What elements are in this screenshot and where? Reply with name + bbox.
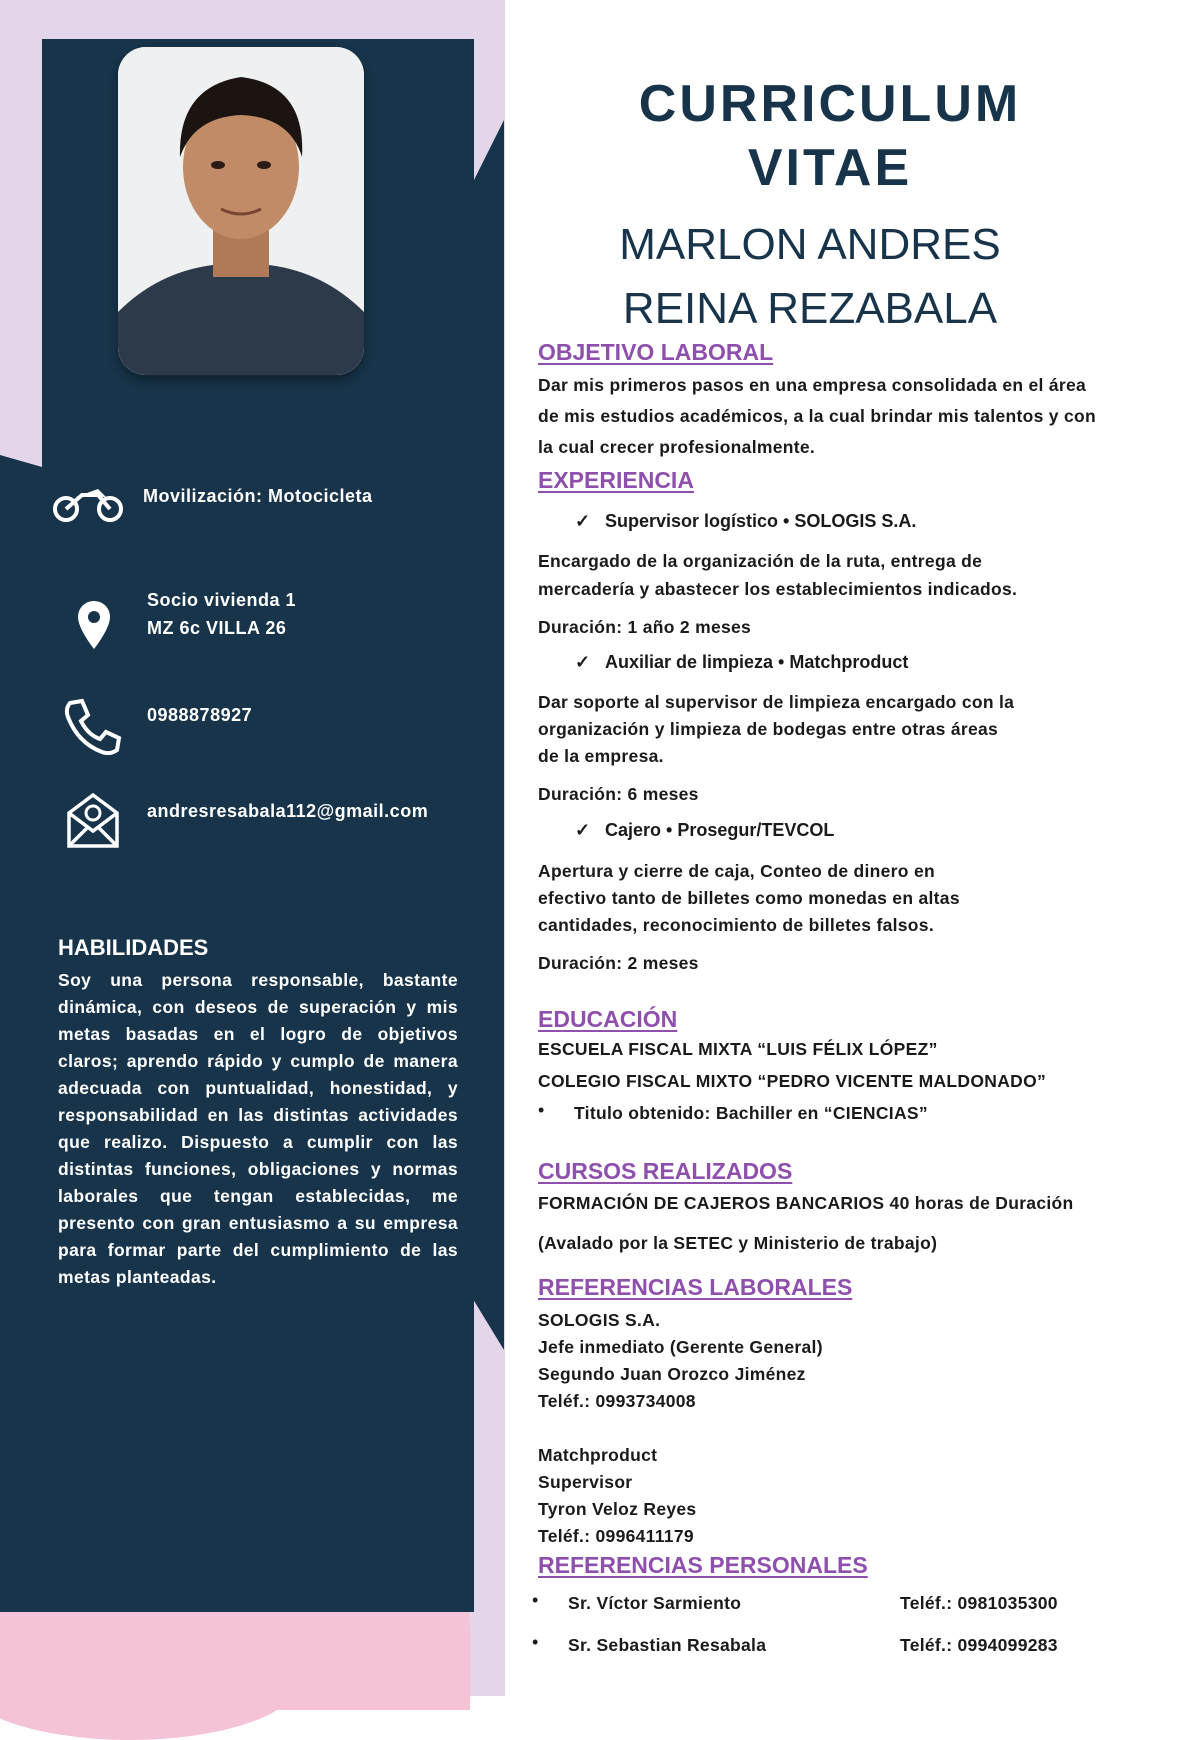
work-ref-2-company: Matchproduct bbox=[538, 1445, 658, 1465]
job-1-desc-1: Encargado de la organización de la ruta, entrega de bbox=[538, 551, 983, 571]
education-degree: Titulo obtenido: Bachiller en “CIENCIAS” bbox=[574, 1103, 928, 1123]
objective-line-2: de mis estudios académicos, a la cual brindar mis talentos y con bbox=[538, 406, 1096, 426]
name-line-1: MARLON ANDRES bbox=[619, 220, 1001, 269]
address bbox=[147, 586, 296, 642]
sidebar-notch bbox=[0, 455, 42, 1612]
work-ref-1-name: Segundo Juan Orozco Jiménez bbox=[538, 1364, 806, 1384]
job-2-desc-2: organización y limpieza de bodegas entre otras áreas bbox=[538, 719, 999, 739]
email-address: andresresabala112@gmail.com bbox=[147, 801, 429, 821]
job-3-duration: Duración: 2 meses bbox=[538, 953, 699, 973]
cv-title-line-1: CURRICULUM bbox=[638, 75, 1022, 133]
mobility-text: Movilización: Motocicleta bbox=[143, 486, 373, 506]
personal-ref-1-name: Sr. Víctor Sarmiento bbox=[568, 1593, 742, 1613]
objective-line-3: la cual crecer profesionalmente. bbox=[538, 437, 816, 457]
education-school: ESCUELA FISCAL MIXTA “LUIS FÉLIX LÓPEZ” bbox=[538, 1039, 938, 1059]
course-line-2: (Avalado por la SETEC y Ministerio de trabajo) bbox=[538, 1233, 938, 1253]
cv-title bbox=[560, 72, 1100, 200]
personal-ref-1-phone: Teléf.: 0981035300 bbox=[900, 1593, 1058, 1613]
check-icon: ✓ bbox=[575, 652, 591, 672]
address-line-1: Socio vivienda 1 bbox=[147, 590, 297, 610]
work-ref-2-phone: Teléf.: 0996411179 bbox=[538, 1526, 694, 1546]
profile-photo bbox=[118, 47, 364, 375]
personal-ref-2-phone: Teléf.: 0994099283 bbox=[900, 1635, 1058, 1655]
education-title: EDUCACIÓN bbox=[538, 1006, 678, 1032]
work-ref-2-name: Tyron Veloz Reyes bbox=[538, 1499, 697, 1519]
name-line-2: REINA REZABALA bbox=[622, 284, 998, 333]
bullet-icon: • bbox=[532, 1632, 539, 1652]
location-pin-icon bbox=[78, 601, 110, 649]
check-icon: ✓ bbox=[575, 511, 591, 531]
address-line-2: MZ 6c VILLA 26 bbox=[147, 618, 287, 638]
email-icon bbox=[66, 791, 120, 849]
personal-references-title: REFERENCIAS PERSONALES bbox=[538, 1552, 868, 1578]
check-icon: ✓ bbox=[575, 820, 591, 840]
skills-title: HABILIDADES bbox=[58, 935, 209, 960]
objective-title: OBJETIVO LABORAL bbox=[538, 339, 774, 365]
job-2-desc-1: Dar soporte al supervisor de limpieza encargado con la bbox=[538, 692, 1015, 712]
experience-title: EXPERIENCIA bbox=[538, 467, 694, 493]
job-2 bbox=[575, 652, 908, 673]
job-1-duration: Duración: 1 año 2 meses bbox=[538, 617, 752, 637]
objective-line-1: Dar mis primeros pasos en una empresa consolidada en el área bbox=[538, 375, 1087, 395]
job-2-role: Auxiliar de limpieza • Matchproduct bbox=[605, 652, 909, 672]
skills-text: Soy una persona responsable, bastante dinámica, con deseos de superación y mis metas basadas en el logro de objetivos claros; aprendo rápido y cumplo de manera adecuada con puntualidad, honestidad, y responsabilidad en las distintas actividades que realizo. Dispuesto a cumplir con las distintas funciones, obligaciones y normas laborales que tengan establecidas, me presento con gran entusiasmo a su empresa para formar parte del cumplimiento de las metas planteadas. bbox=[58, 970, 458, 1287]
job-3-role: Cajero • Prosegur/TEVCOL bbox=[605, 820, 835, 840]
job-3 bbox=[575, 820, 834, 841]
cv-title-line-2: VITAE bbox=[747, 139, 913, 197]
motorcycle-icon bbox=[52, 483, 124, 523]
work-references-title: REFERENCIAS LABORALES bbox=[538, 1274, 853, 1300]
phone-number: 0988878927 bbox=[147, 705, 253, 725]
job-1-desc-2: mercadería y abastecer los establecimientos indicados. bbox=[538, 579, 1018, 599]
education-college: COLEGIO FISCAL MIXTO “PEDRO VICENTE MALDONADO” bbox=[538, 1071, 1047, 1091]
bullet-icon: • bbox=[532, 1590, 539, 1610]
personal-ref-2-name: Sr. Sebastian Resabala bbox=[568, 1635, 767, 1655]
candidate-name bbox=[540, 213, 1080, 341]
job-2-desc-3: de la empresa. bbox=[538, 746, 664, 766]
work-ref-2-position: Supervisor bbox=[538, 1472, 633, 1492]
course-line-1: FORMACIÓN DE CAJEROS BANCARIOS 40 horas de Duración bbox=[538, 1193, 1074, 1213]
bullet-icon: • bbox=[538, 1100, 545, 1120]
job-1 bbox=[575, 511, 916, 532]
job-3-desc-3: cantidades, reconocimiento de billetes falsos. bbox=[538, 915, 934, 935]
work-ref-1-position: Jefe inmediato (Gerente General) bbox=[538, 1337, 823, 1357]
sidebar-tab bbox=[474, 120, 504, 1350]
job-2-duration: Duración: 6 meses bbox=[538, 784, 699, 804]
work-ref-1-phone: Teléf.: 0993734008 bbox=[538, 1391, 696, 1411]
work-ref-1-company: SOLOGIS S.A. bbox=[538, 1310, 661, 1330]
phone-icon bbox=[64, 697, 122, 755]
courses-title: CURSOS REALIZADOS bbox=[538, 1158, 793, 1184]
job-3-desc-2: efectivo tanto de billetes como monedas en altas bbox=[538, 888, 960, 908]
job-1-role: Supervisor logístico • SOLOGIS S.A. bbox=[605, 511, 917, 531]
job-3-desc-1: Apertura y cierre de caja, Conteo de dinero en bbox=[538, 861, 935, 881]
